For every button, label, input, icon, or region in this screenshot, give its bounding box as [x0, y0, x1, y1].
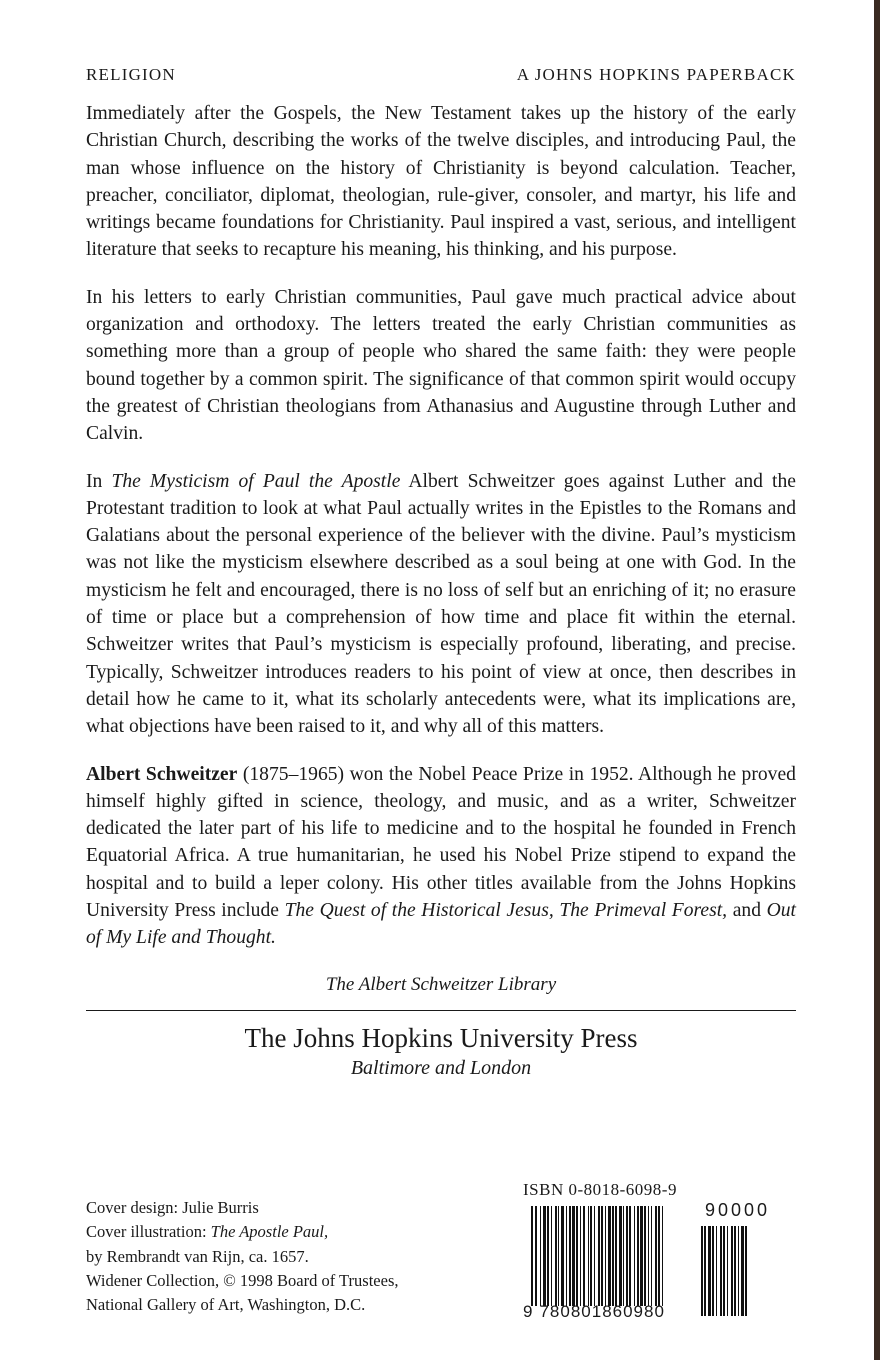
other-title-1: The Quest of the Historical Jesus, [284, 900, 554, 922]
header [86, 60, 796, 90]
barcode-bar [531, 1206, 533, 1306]
barcode-bar [745, 1226, 747, 1316]
paragraph-intro: Immediately after the Gospels, the New Testament takes up the history of the early Christian Church, describing the works of the twelve disciples, and introducing Paul, the man whose influence on the history of Christianity is beyond calculation. Teacher, preacher, conciliator, diplomat, theologian, rule-giver, consoler, and martyr, his life and writings became foundations for Christianity. Paul inspired a vast, serious, and intelligent literature that seeks to recapture his meaning, his thinking, and his purpose. [86, 103, 796, 261]
barcode-bar [543, 1206, 546, 1306]
barcode-bar [540, 1206, 541, 1306]
p3-lead: In [86, 470, 112, 492]
barcode-bar [723, 1226, 725, 1316]
p3-body: Albert Schweitzer goes against Luther and the Protestant tradition to look at what Paul actually writes in the Epistles to the Romans and Galatians about the personal experience of the believer with the divine. Paul’s mysticism was not like the mysticism elsewhere described as a soul being at one with God. In the mysticism he felt and encouraged, there is no loss of self but an enriching of it; no erasure of time or place but a comprehension of how time and place fit within the eternal. Schweitzer writes that Paul’s mysticism is especially profound, liberating, and precise. Typically, Schweitzer introduces readers to his point of view at once, then describes in detail how he came to it, what its scholarly antecedents were, what its implications are, what objections have been raised to it, and why all of this matters. [86, 470, 796, 738]
barcode-bar [651, 1206, 652, 1306]
barcode-bar [566, 1206, 567, 1306]
category-label: RELIGION [86, 65, 176, 84]
barcode-bar [576, 1206, 578, 1306]
library-series: The Albert Schweitzer Library [325, 973, 557, 995]
barcode-bar [644, 1206, 646, 1306]
barcode-bar [701, 1226, 703, 1316]
barcode-bar [626, 1206, 628, 1306]
credit-artist: by Rembrandt van Rijn, ca. 1657. [86, 1246, 309, 1266]
cover-credits [86, 1196, 399, 1317]
barcode-bar [580, 1206, 581, 1306]
barcode-bar [720, 1226, 722, 1316]
barcode-bar [588, 1206, 589, 1306]
barcode-digits [523, 1302, 665, 1322]
barcode-bar [572, 1206, 575, 1306]
other-title-3: Out of My Life and Thought. [86, 900, 796, 949]
author-name: Albert Schweitzer [86, 763, 238, 785]
barcode-bar [619, 1206, 622, 1306]
credit-design: Cover design: Julie Burris [86, 1198, 259, 1217]
barcode-bar [727, 1226, 728, 1316]
spine-edge [874, 0, 880, 1360]
barcode-bar [583, 1206, 585, 1306]
series-label: A JOHNS HOPKINS PAPERBACK [516, 65, 796, 84]
barcode-bar [594, 1206, 595, 1306]
barcode-bar [655, 1206, 657, 1306]
barcode-bar [629, 1206, 631, 1306]
publisher-cities: Baltimore and London [350, 1056, 532, 1079]
barcode-digit-string: 780801860980 [539, 1302, 665, 1321]
barcode-addon-digits: 90000 [705, 1200, 771, 1220]
barcode-bar [637, 1206, 639, 1306]
barcode-bar [612, 1206, 614, 1306]
barcode-bar [704, 1226, 706, 1316]
barcode-addon-bars [701, 1226, 781, 1316]
paragraph-letters: In his letters to early Christian communities, Paul gave much practical advice about organization and orthodoxy. The letters treated the early Christian communities as something more than a group of people who shared the same faith: they were people bound together by a common spirit. The significance of that common spirit would occupy the greatest of Christian theologians from Athanasius and Augustine through Luther and Calvin. [86, 286, 796, 445]
barcode-bar [551, 1206, 552, 1306]
barcode-bar [712, 1226, 714, 1316]
credit-collection: Widener Collection, © 1998 Board of Trustees, [86, 1270, 399, 1290]
barcode-bar [535, 1206, 537, 1306]
credit-gallery: National Gallery of Art, Washington, D.C. [86, 1295, 366, 1315]
barcode-bar [601, 1206, 603, 1306]
barcode-bar [658, 1206, 660, 1306]
barcode-bar [634, 1206, 635, 1306]
barcode-bar [558, 1206, 559, 1306]
back-cover [86, 60, 796, 1081]
barcode-bar [731, 1226, 733, 1316]
barcode-bar [648, 1206, 649, 1306]
barcode-bar [738, 1226, 739, 1316]
book-title: The Mysticism of Paul the Apostle [111, 470, 401, 492]
barcode-bar [547, 1206, 549, 1306]
barcode-bar [569, 1206, 571, 1306]
barcode-bar [590, 1206, 592, 1306]
publisher-name: The Johns Hopkins University Press [244, 1022, 638, 1053]
barcode-bar [741, 1226, 744, 1316]
barcode-bar [716, 1226, 717, 1316]
divider [86, 1010, 796, 1011]
barcode-bar [615, 1206, 617, 1306]
barcode-bar [734, 1226, 736, 1316]
barcode-bar [640, 1206, 643, 1306]
barcode-bar [623, 1206, 624, 1306]
barcode-bar [608, 1206, 611, 1306]
other-title-2: The Primeval Forest, [559, 900, 728, 922]
isbn-number: ISBN 0-8018-6098-9 [523, 1180, 677, 1199]
paragraph-mysticism [86, 468, 796, 741]
p4-body: (1875–1965) won the Nobel Peace Prize in 1952. Although he proved himself highly gifted in science, theology, and music, and as a writer, Schweitzer dedicated the later part of his life to medicine and to the hospital he founded in French Equatorial Africa. A true humanitarian, he used his Nobel Prize stipend to expand the hospital and to build a leper colony. His other titles available from the Johns Hopkins University Press include [86, 763, 796, 922]
barcode-bar [598, 1206, 600, 1306]
barcode-bar [662, 1206, 663, 1306]
barcode-bar [708, 1226, 711, 1316]
barcode-first-digit: 9 [523, 1302, 534, 1321]
barcode-bar [555, 1206, 557, 1306]
credit-illustration: Cover illustration: The Apostle Paul, [86, 1222, 329, 1242]
paragraph-author-bio: Albert Schweitzer (1875–1965) won the Nobel Peace Prize in 1952. Although he proved himself highly gifted in science, theology, and music, and as a writer, Schweitzer dedicated the later part of his life to medicine and to the hospital he founded in French Equatorial Africa. A true humanitarian, he used his Nobel Prize stipend to expand the hospital and to build a leper colony. His other titles available from the Johns Hopkins University Press include The Quest of the Historical Jesus, The Primeval Forest, and Out of My Life and Thought. [86, 763, 796, 949]
barcode [523, 1200, 793, 1321]
illustration-title: The Apostle Paul, [210, 1222, 329, 1242]
barcode-bar [561, 1206, 564, 1306]
barcode-bar [605, 1206, 606, 1306]
barcode-main-bars [531, 1206, 699, 1306]
barcode-block [523, 1180, 793, 1321]
